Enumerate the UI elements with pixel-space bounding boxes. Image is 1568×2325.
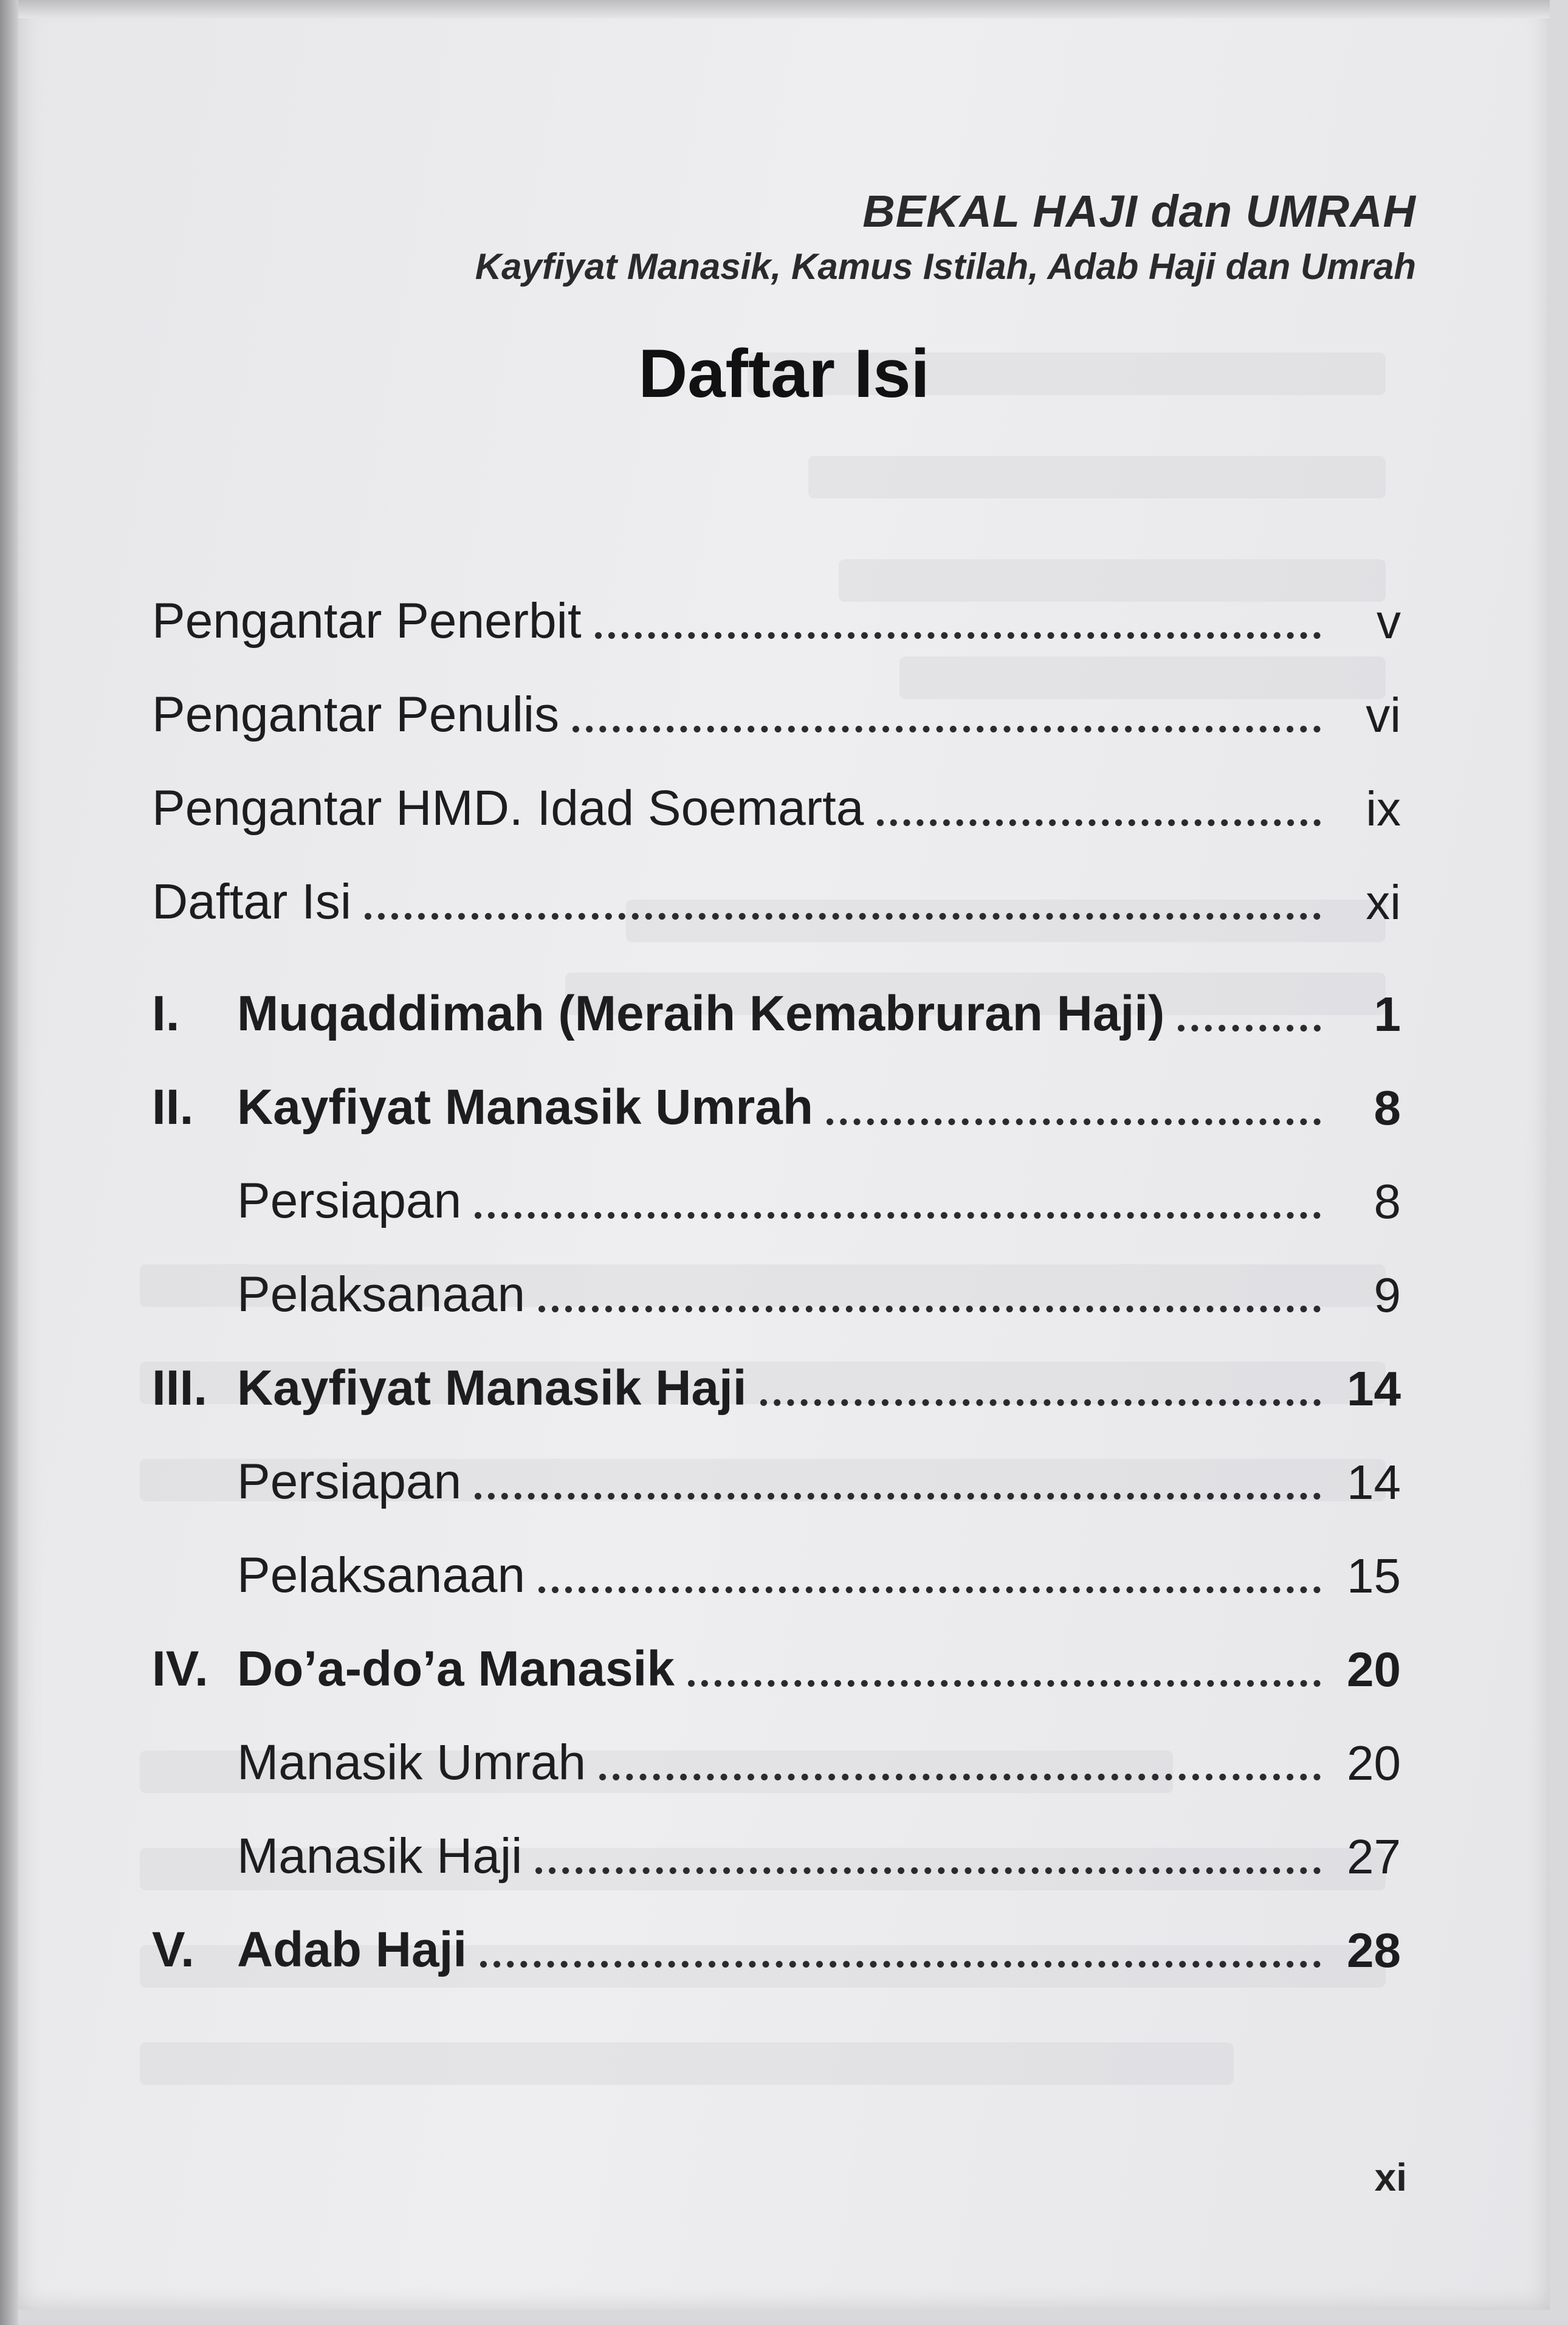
toc-front-entry: [152, 843, 1401, 937]
entry-page-number: 15: [1347, 1549, 1401, 1603]
entry-label: Manasik Umrah: [237, 1735, 586, 1790]
entry-page-number: xi: [1366, 875, 1401, 929]
dot-leader: [827, 1118, 1321, 1125]
entry-page-number: 14: [1347, 1362, 1401, 1416]
toc-subsection-entry: [152, 1797, 1401, 1891]
entry-page-number: 8: [1374, 1081, 1401, 1135]
toc-front-entry: [152, 749, 1401, 843]
dot-leader: [1178, 1025, 1321, 1032]
toc-front-entry: [152, 562, 1401, 656]
book-series-title: BEKAL HAJI dan UMRAH: [862, 186, 1416, 236]
dot-leader: [475, 1212, 1321, 1219]
dot-leader: [535, 1867, 1321, 1874]
page-folio: xi: [1374, 2155, 1407, 2199]
entry-label: Daftar Isi: [152, 874, 352, 929]
book-subtitle: Kayfiyat Manasik, Kamus Istilah, Adab Haji dan Umrah: [475, 246, 1416, 287]
toc-subsection-entry: [152, 1142, 1401, 1236]
toc-chapter-entry: [152, 955, 1401, 1049]
entry-label: Persiapan: [237, 1454, 462, 1509]
dot-leader: [475, 1493, 1321, 1500]
entry-page-number: 8: [1374, 1174, 1401, 1228]
entry-label: Pelaksanaan: [237, 1267, 526, 1322]
dot-leader: [365, 913, 1321, 920]
dot-leader: [538, 1586, 1321, 1593]
entry-page-number: 20: [1347, 1642, 1401, 1696]
entry-page-number: ix: [1366, 782, 1401, 836]
dot-leader: [760, 1399, 1321, 1406]
section-gap: [152, 937, 1401, 955]
chapter-number: I.: [152, 986, 180, 1041]
entry-label: Kayfiyat Manasik Haji: [237, 1360, 747, 1416]
dot-leader: [480, 1961, 1321, 1968]
toc-subsection-entry: [152, 1704, 1401, 1797]
toc-chapter-entry: [152, 1049, 1401, 1142]
toc-subsection-entry: [152, 1236, 1401, 1329]
entry-label: Do’a-do’a Manasik: [237, 1641, 675, 1696]
entry-label: Adab Haji: [237, 1922, 467, 1977]
dot-leader: [599, 1774, 1321, 1780]
dot-leader: [538, 1306, 1321, 1312]
chapter-number: IV.: [152, 1641, 208, 1696]
entry-label: Kayfiyat Manasik Umrah: [237, 1080, 813, 1135]
dot-leader: [688, 1680, 1321, 1687]
entry-label: Pengantar Penerbit: [152, 593, 582, 649]
dot-leader: [595, 632, 1321, 639]
chapter-number: V.: [152, 1922, 194, 1977]
entry-label: Pelaksanaan: [237, 1548, 526, 1603]
chapter-number: II.: [152, 1080, 194, 1135]
toc-front-entry: [152, 656, 1401, 749]
entry-label: Pengantar HMD. Idad Soemarta: [152, 780, 864, 836]
entry-label: Muqaddimah (Meraih Kemabruran Haji): [237, 986, 1165, 1041]
running-header: [475, 185, 1416, 288]
entry-page-number: 27: [1347, 1830, 1401, 1884]
page-title: Daftar Isi: [638, 336, 930, 412]
chapter-number: III.: [152, 1360, 208, 1416]
entry-label: Persiapan: [237, 1173, 462, 1228]
toc-subsection-entry: [152, 1517, 1401, 1610]
toc-subsection-entry: [152, 1423, 1401, 1517]
entry-page-number: 28: [1347, 1923, 1401, 1977]
page-top-edge: [18, 0, 1550, 18]
toc-chapter-entry: [152, 1329, 1401, 1423]
entry-page-number: 20: [1347, 1736, 1401, 1790]
entry-label: Manasik Haji: [237, 1828, 523, 1884]
table-of-contents: [152, 562, 1401, 1985]
dot-leader: [877, 819, 1321, 826]
dot-leader: [573, 726, 1321, 732]
entry-page-number: v: [1377, 594, 1401, 649]
entry-page-number: 9: [1374, 1268, 1401, 1322]
entry-page-number: 14: [1347, 1455, 1401, 1509]
entry-label: Pengantar Penulis: [152, 687, 560, 742]
toc-chapter-entry: [152, 1610, 1401, 1704]
toc-chapter-entry: [152, 1891, 1401, 1985]
entry-page-number: 1: [1374, 987, 1401, 1041]
entry-page-number: vi: [1366, 688, 1401, 742]
